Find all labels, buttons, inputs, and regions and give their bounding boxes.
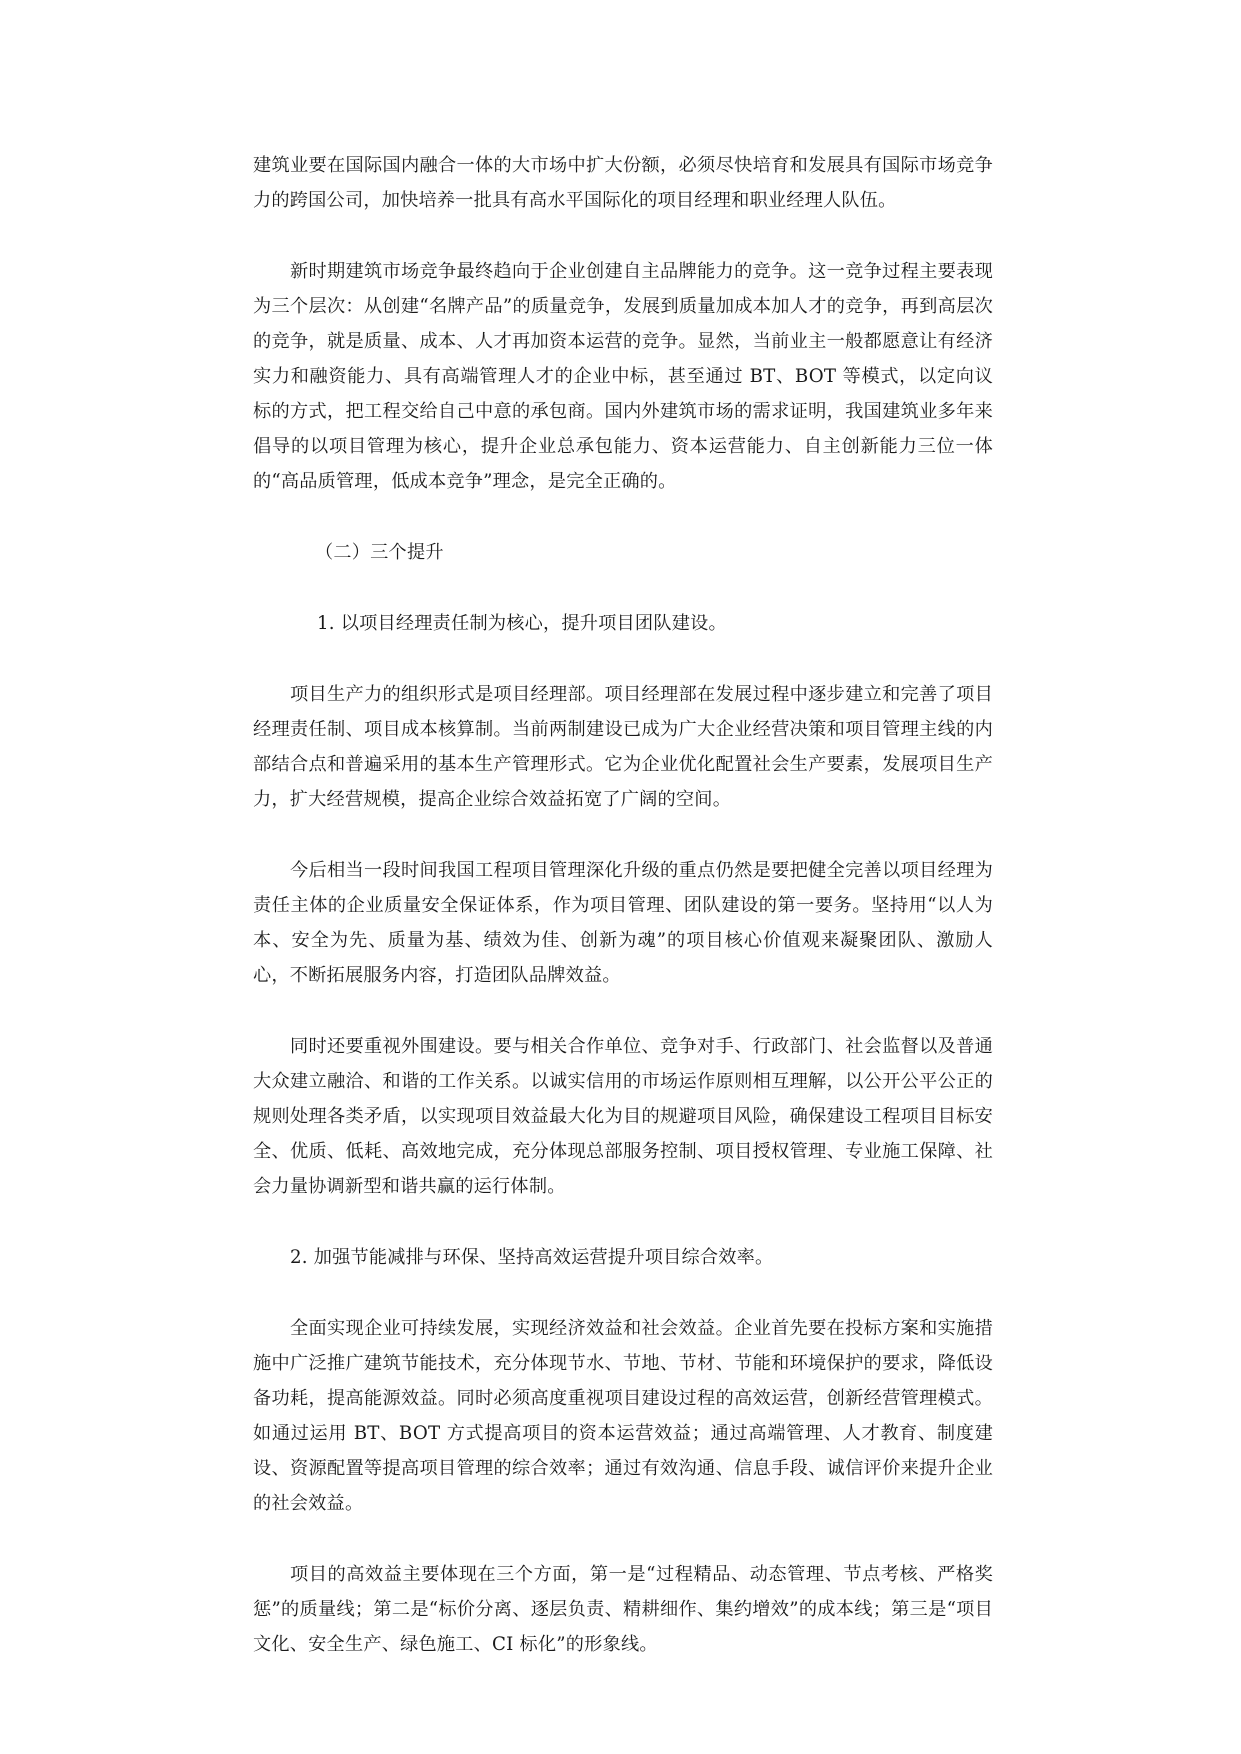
subheading-energy-saving: 2. 加强节能减排与环保、坚持高效运营提升项目综合效率。 xyxy=(290,1247,774,1268)
document-page xyxy=(253,148,993,1662)
paragraph-external-relations: 同时还要重视外围建设。要与相关合作单位、竞争对手、行政部门、社会监督以及普通大众建立融洽、和谐的工作关系。以诚实信用的市场运作原则相互理解，以公开公平公正的规则处理各类矛盾，以实现项目效益最大化为目的规避项目风险，确保建设工程项目目标安全、优质、低耗、高效地完成，充分体现总部服务控制、项目授权管理、专业施工保障、社会力量协调新型和谐共赢的运行体制。 xyxy=(253,1036,993,1197)
paragraph-quality-safety-system: 今后相当一段时间我国工程项目管理深化升级的重点仍然是要把健全完善以项目经理为责任主体的企业质量安全保证体系，作为项目管理、团队建设的第一要务。坚持用“以人为本、安全为先、质量为基、绩效为佳、创新为魂”的项目核心价值观来凝聚团队、激励人心，不断拓展服务内容，打造团队品牌效益。 xyxy=(253,860,993,986)
paragraph-brand-competition: 新时期建筑市场竞争最终趋向于企业创建自主品牌能力的竞争。这一竞争过程主要表现为三个层次：从创建“名牌产品”的质量竞争，发展到质量加成本加人才的竞争，再到高层次的竞争，就是质量、成本、人才再加资本运营的竞争。显然，当前业主一般都愿意让有经济实力和融资能力、具有高端管理人才的企业中标，甚至通过 BT、BOT 等模式，以定向议标的方式，把工程交给自己中意的承包商。国内外建筑市场的需求证明，我国建筑业多年来倡导的以项目管理为核心，提升企业总承包能力、资本运营能力、自主创新能力三位一体的“高品质管理，低成本竞争”理念，是完全正确的。 xyxy=(253,261,993,492)
paragraph-intro: 建筑业要在国际国内融合一体的大市场中扩大份额，必须尽快培育和发展具有国际市场竞争力的跨国公司，加快培养一批具有高水平国际化的项目经理和职业经理人队伍。 xyxy=(253,155,993,211)
section-heading-three-improvements: （二）三个提升 xyxy=(315,542,444,563)
paragraph-high-efficiency-lines: 项目的高效益主要体现在三个方面，第一是“过程精品、动态管理、节点考核、严格奖惩”的质量线；第二是“标价分离、逐层负责、精耕细作、集约增效”的成本线；第三是“项目文化、安全生产、绿色施工、CI 标化”的形象线。 xyxy=(253,1564,993,1655)
paragraph-sustainable-development: 全面实现企业可持续发展，实现经济效益和社会效益。企业首先要在投标方案和实施措施中广泛推广建筑节能技术，充分体现节水、节地、节材、节能和环境保护的要求，降低设备功耗，提高能源效益。同时必须高度重视项目建设过程的高效运营，创新经营管理模式。如通过运用 BT、BOT 方式提高项目的资本运营效益；通过高端管理、人才教育、制度建设、资源配置等提高项目管理的综合效率；通过有效沟通、信息手段、诚信评价来提升企业的社会效益。 xyxy=(253,1318,993,1514)
paragraph-project-department: 项目生产力的组织形式是项目经理部。项目经理部在发展过程中逐步建立和完善了项目经理责任制、项目成本核算制。当前两制建设已成为广大企业经营决策和项目管理主线的内部结合点和普遍采用的基本生产管理形式。它为企业优化配置社会生产要素，发展项目生产力，扩大经营规模，提高企业综合效益拓宽了广阔的空间。 xyxy=(253,684,993,810)
subheading-project-manager-responsibility: 1. 以项目经理责任制为核心，提升项目团队建设。 xyxy=(317,613,727,634)
